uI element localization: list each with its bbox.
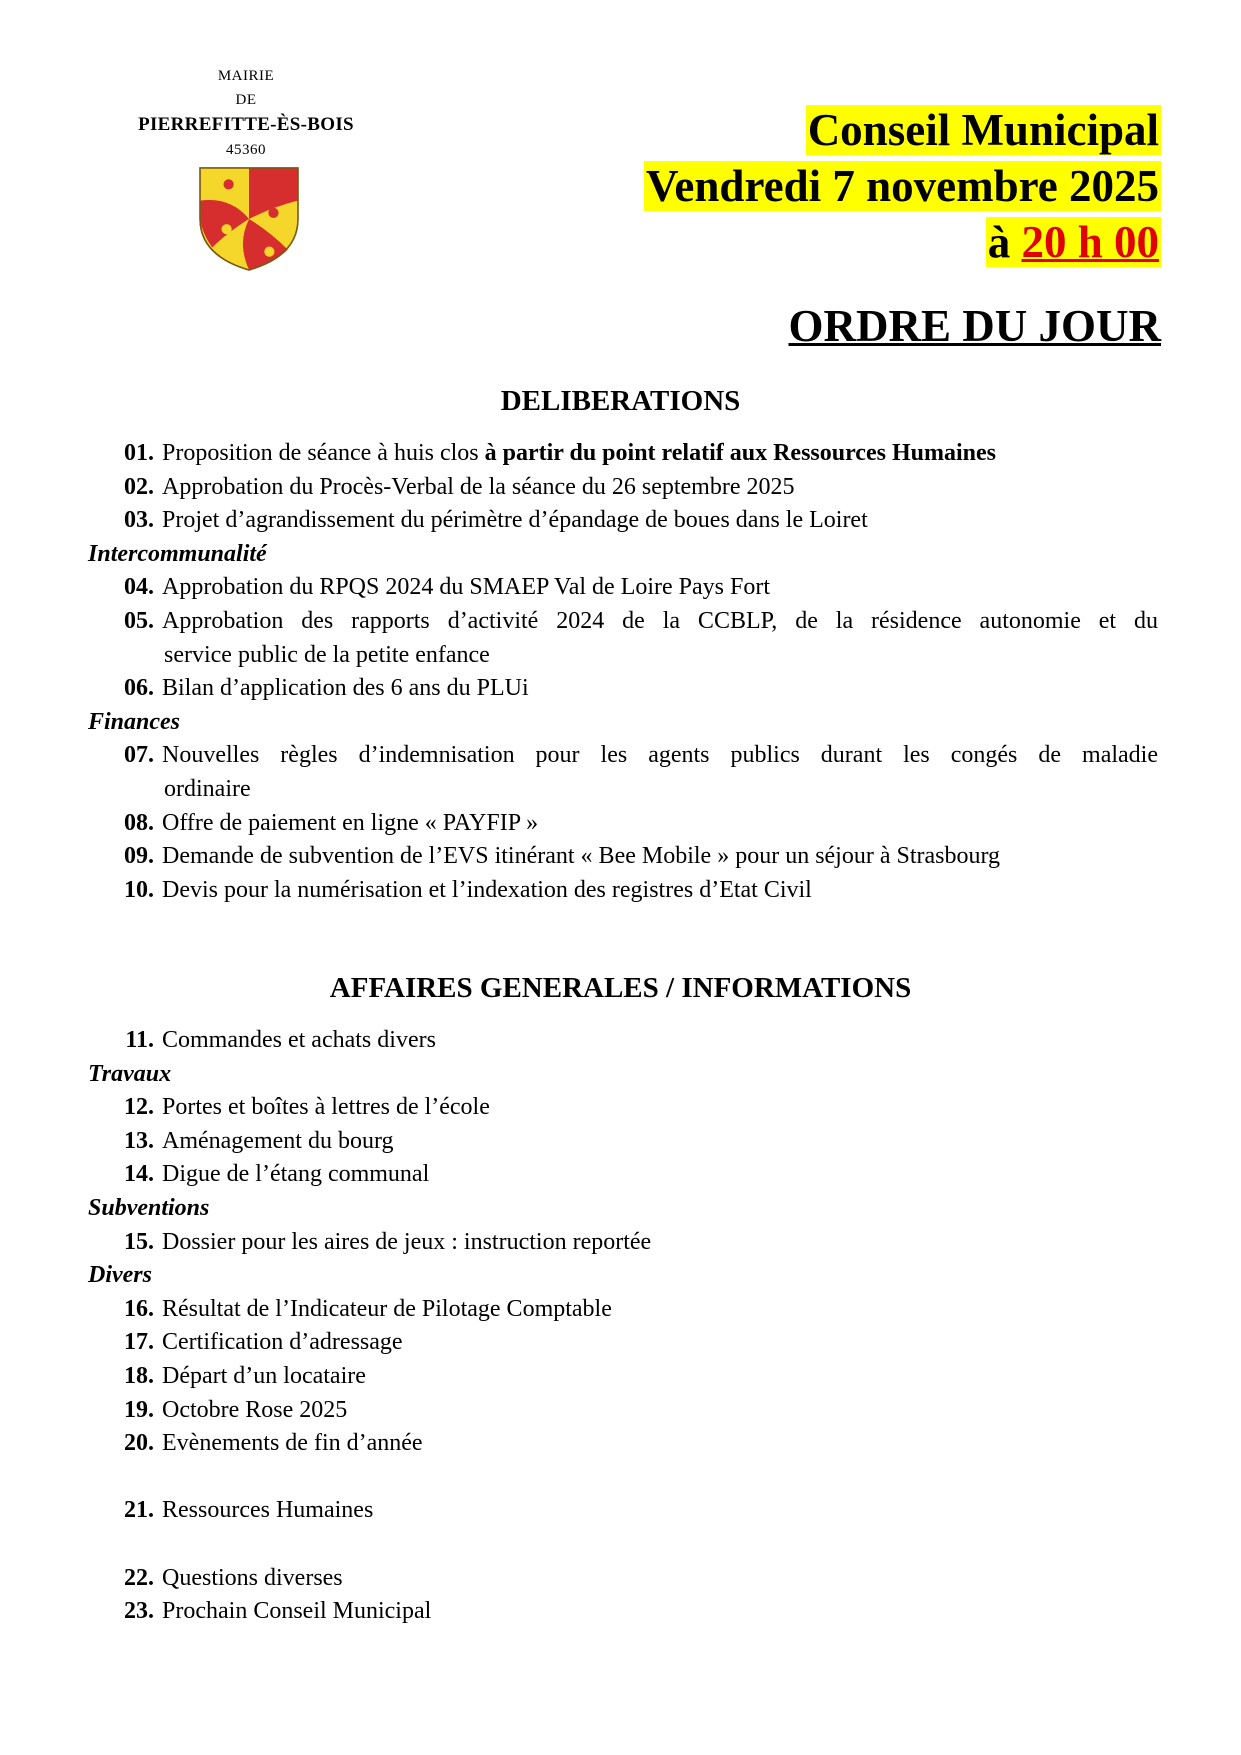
item-text: Approbation du Procès-Verbal de la séance du 26 septembre 2025 (162, 473, 795, 500)
agenda-item-02 (88, 471, 1158, 505)
item-text: Projet d’agrandissement du périmètre d’épandage de boues dans le Loiret (162, 507, 868, 534)
category-subventions: Subventions (88, 1194, 210, 1221)
item-text: Proposition de séance à huis clos (162, 440, 485, 466)
item-number: 14. (124, 1161, 154, 1188)
agenda-item-22 (88, 1562, 1158, 1596)
agenda-item-08 (88, 807, 1158, 841)
item-text: Départ d’un locataire (162, 1362, 366, 1389)
item-text: Portes et boîtes à lettres de l’école (162, 1094, 490, 1121)
agenda-item-03 (88, 504, 1158, 538)
mairie-block (118, 64, 374, 162)
category-travaux: Travaux (88, 1060, 172, 1087)
item-text: Digue de l’étang communal (162, 1161, 430, 1188)
agenda-item-06 (88, 672, 1158, 706)
item-text: Approbation des rapports d’activité 2024 de la CCBLP, de la résidence autonomie et du (162, 607, 1158, 634)
item-number: 05. (124, 607, 154, 634)
item-number: 02. (124, 473, 154, 500)
agenda-item-11 (88, 1024, 1158, 1058)
item-number: 08. (124, 809, 154, 836)
agenda-item-05 (88, 605, 1158, 639)
item-text: Approbation du RPQS 2024 du SMAEP Val de Loire Pays Fort (162, 574, 771, 601)
item-number: 10. (124, 876, 154, 903)
item-number: 09. (124, 843, 154, 870)
category-finances: Finances (88, 708, 181, 735)
agenda-item-12 (88, 1091, 1158, 1125)
item-number: 21. (124, 1497, 154, 1524)
item-text: Offre de paiement en ligne « PAYFIP » (162, 809, 539, 836)
spacer (88, 1528, 1158, 1562)
mairie-line1: MAIRIE (217, 68, 275, 84)
deliberations-list (88, 437, 1158, 907)
agenda-item-20 (88, 1427, 1158, 1461)
item-text: Ressources Humaines (162, 1497, 374, 1524)
agenda-item-15 (88, 1226, 1158, 1260)
agenda-item-10 (88, 874, 1158, 908)
item-number: 11. (125, 1027, 154, 1053)
item-number: 01. (124, 440, 154, 466)
meeting-title: Conseil Municipal (807, 105, 1159, 155)
agenda-item-17 (88, 1326, 1158, 1360)
agenda-item-21 (88, 1494, 1158, 1528)
mairie-line2: DE (235, 92, 257, 108)
item-number: 13. (124, 1127, 154, 1154)
item-number: 03. (124, 507, 154, 534)
affaires-list (88, 1024, 1158, 1629)
item-number: 22. (124, 1564, 154, 1591)
item-number: 12. (124, 1094, 154, 1121)
item-text: Evènements de fin d’année (162, 1430, 423, 1457)
item-text: Octobre Rose 2025 (162, 1396, 348, 1423)
item-text: Dossier pour les aires de jeux : instruction reportée (162, 1228, 652, 1255)
item-text: Devis pour la numérisation et l’indexation des registres d’Etat Civil (162, 876, 812, 903)
item-number: 18. (124, 1362, 154, 1389)
agenda-item-23 (88, 1595, 1158, 1629)
meeting-time: 20 h 00 (1021, 217, 1159, 267)
item-number: 20. (124, 1430, 154, 1457)
item-text-continued: ordinaire (164, 775, 251, 802)
item-text: Prochain Conseil Municipal (162, 1598, 432, 1625)
item-text: Commandes et achats divers (162, 1027, 436, 1053)
item-text: Aménagement du bourg (162, 1127, 394, 1154)
item-number: 19. (124, 1396, 154, 1423)
agenda-item-16 (88, 1293, 1158, 1327)
item-number: 15. (124, 1228, 154, 1255)
item-text: Bilan d’application des 6 ans du PLUi (162, 675, 529, 702)
item-number: 06. (124, 675, 154, 702)
item-number: 07. (124, 742, 154, 769)
meeting-header (644, 102, 1161, 270)
item-text: Certification d’adressage (162, 1329, 403, 1356)
agenda-item-07 (88, 739, 1158, 773)
agenda-item-13 (88, 1125, 1158, 1159)
section-affaires-title: AFFAIRES GENERALES / INFORMATIONS (329, 972, 912, 1004)
spacer (88, 1461, 1158, 1495)
agenda-item-09 (88, 840, 1158, 874)
mairie-name: PIERREFITTE-ÈS-BOIS (138, 114, 354, 135)
coat-of-arms-icon (198, 166, 300, 272)
agenda-item-19 (88, 1394, 1158, 1428)
item-text-bold: à partir du point relatif aux Ressources Humaines (484, 440, 996, 466)
agenda-item-04 (88, 571, 1158, 605)
item-number: 04. (124, 574, 154, 601)
agenda-title: ORDRE DU JOUR (788, 301, 1161, 351)
item-number: 16. (124, 1295, 154, 1322)
item-number: 23. (124, 1598, 154, 1625)
section-deliberations-title: DELIBERATIONS (500, 385, 741, 417)
item-text: Résultat de l’Indicateur de Pilotage Comptable (162, 1295, 612, 1322)
mairie-postcode: 45360 (226, 142, 266, 158)
meeting-date: Vendredi 7 novembre 2025 (646, 161, 1159, 211)
category-divers: Divers (88, 1262, 152, 1289)
item-number: 17. (124, 1329, 154, 1356)
item-text: Nouvelles règles d’indemnisation pour les agents publics durant les congés de maladie (162, 742, 1158, 769)
agenda-item-01 (88, 437, 1158, 471)
agenda-item-18 (88, 1360, 1158, 1394)
category-intercommunalite: Intercommunalité (88, 540, 267, 567)
item-text: Demande de subvention de l’EVS itinérant « Bee Mobile » pour un séjour à Strasbourg (162, 843, 1001, 870)
agenda-item-14 (88, 1158, 1158, 1192)
item-text: Questions diverses (162, 1564, 343, 1591)
item-text-continued: service public de la petite enfance (164, 641, 490, 668)
meeting-at: à (987, 217, 1011, 267)
